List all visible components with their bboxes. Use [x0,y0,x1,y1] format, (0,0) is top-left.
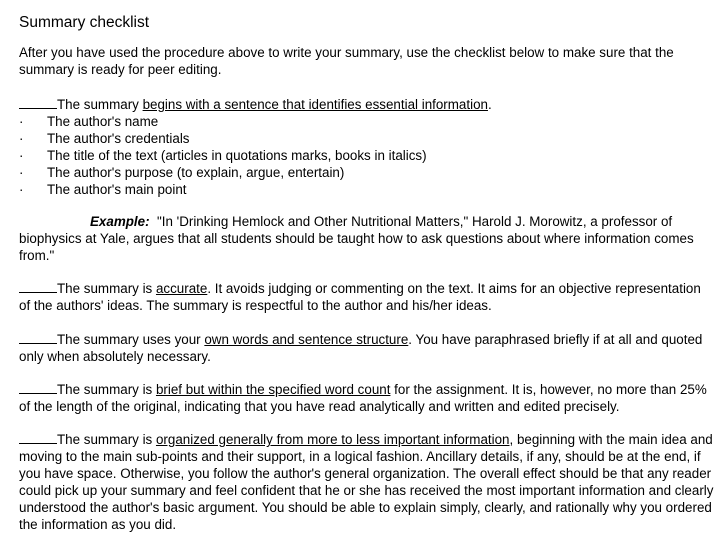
bullet-icon: · [19,114,24,129]
item-text-pre: The summary [57,97,143,112]
checklist-item-organized [19,431,715,533]
list-item [19,130,427,147]
item-text-post: , beginning with the main idea and moving to the main sub-points and their support, in a logical fashion. Ancillary details, if any, should be at the end, if you have space. Otherwise, you follow the author's general organization. The overall effect should be that any reader could pick up your summary and feel confident that he or she has received the most important information and clearly understood the author's basic argument. You should be able to explain simply, clearly, and rationally why you ordered the information as you did. [19,432,714,532]
bullet-icon: · [19,182,24,197]
item-emphasis: begins with a sentence that identifies essential information [142,97,488,112]
checklist-item-accurate [19,280,715,314]
bullet-icon: · [19,131,24,146]
list-item [19,164,427,181]
item-emphasis: own words and sentence structure [204,332,409,347]
list-item [19,181,427,198]
example-text: "In 'Drinking Hemlock and Other Nutritional Matters," Harold J. Morowitz, a professor of biophysics at Yale, argues that all students should be taught how to ask questions about where information comes from." [19,214,694,263]
checkbox-blank-line [19,432,57,444]
list-item-text: The author's main point [47,182,187,197]
example-paragraph [19,213,715,264]
checkbox-blank-line [19,382,57,394]
page-title: Summary checklist [19,14,150,31]
item-text-post: for the assignment. It is, however, no more than 25% of the length of the original, indicating that you have read analytically and written and edited precisely. [19,382,707,414]
list-item [19,113,427,130]
checklist-item-opening-sentence [19,96,715,113]
item-emphasis: organized generally from more to less important information [155,432,510,447]
item-text-post: . You have paraphrased briefly if at all and quoted only when absolutely necessary. [19,332,703,364]
essential-info-list [19,113,427,198]
list-item-text: The author's name [47,114,159,129]
checklist-item-own-words [19,331,715,365]
checklist-item-brief [19,381,715,415]
item-emphasis: brief but within the specified word count [155,382,391,397]
item-emphasis: accurate [155,281,208,296]
item-text-post: . It avoids judging or commenting on the text. It aims for an objective representation of the authors' ideas. The summary is respectful to the author and his/her ideas. [19,281,701,313]
item-text-post: . [487,97,492,112]
intro-paragraph: After you have used the procedure above to write your summary, use the checklist below to make sure that the summary is ready for peer editing. [19,45,674,77]
item-text-pre: The summary uses your [57,332,205,347]
list-item-text: The title of the text (articles in quotations marks, books in italics) [47,148,427,163]
example-label: Example: [90,214,150,229]
checkbox-blank-line [19,97,57,109]
list-item-text: The author's purpose (to explain, argue, entertain) [47,165,345,180]
item-text-pre: The summary is [57,281,156,296]
checkbox-blank-line [19,281,57,293]
item-text-pre: The summary is [57,432,156,447]
list-item [19,147,427,164]
bullet-icon: · [19,148,24,163]
item-text-pre: The summary is [57,382,156,397]
bullet-icon: · [19,165,24,180]
checkbox-blank-line [19,332,57,344]
list-item-text: The author's credentials [47,131,190,146]
